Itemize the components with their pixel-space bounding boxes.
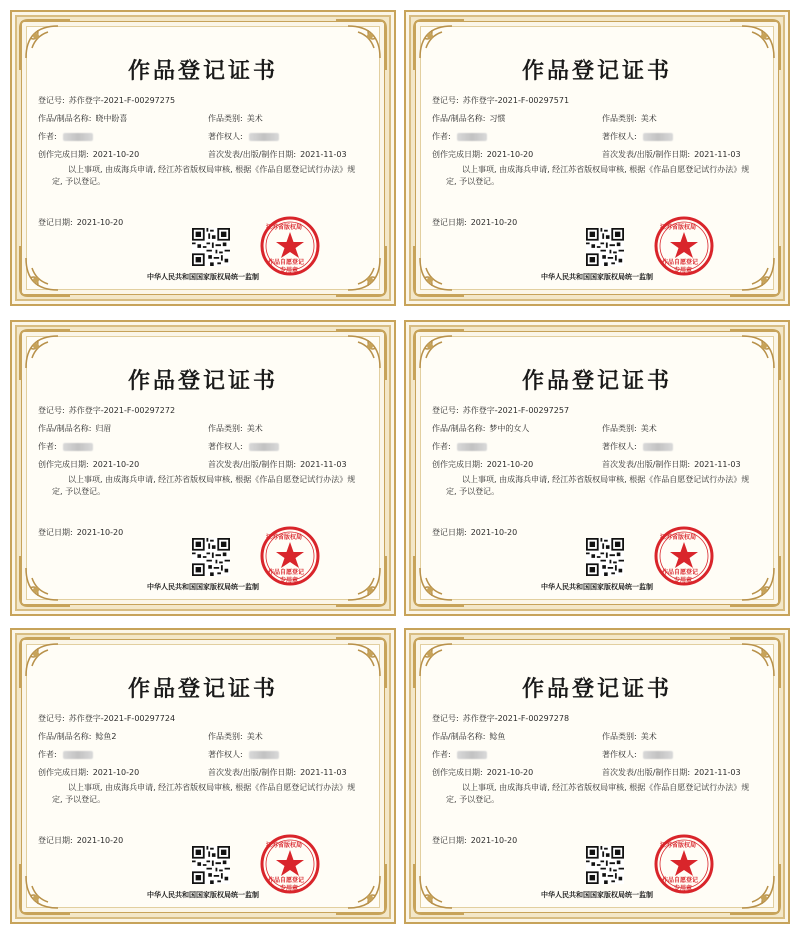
registration-number (432, 96, 569, 106)
value: 2021-11-03 (694, 768, 741, 777)
label: 作品类别: (602, 732, 637, 741)
seal-sub-text: 专用章 (280, 885, 299, 892)
publication-date (602, 460, 741, 470)
publication-date (208, 460, 347, 470)
value: 晓中盼喜 (95, 114, 128, 123)
value: 归眉 (95, 424, 112, 433)
label: 作品类别: (208, 732, 243, 741)
value: 苏作登字-2021-F-00297257 (462, 406, 570, 415)
label: 登记号: (38, 96, 65, 105)
work-name (432, 732, 505, 742)
label: 著作权人: (208, 442, 243, 451)
author (38, 750, 93, 760)
value: 苏作登字-2021-F-00297275 (68, 96, 176, 105)
certificate-title: 作品登记证书 (127, 58, 278, 84)
value: 美术 (246, 732, 263, 741)
label: 作品/制品名称: (38, 732, 92, 741)
value: 2021-10-20 (470, 528, 518, 537)
redacted-owner (249, 443, 279, 451)
certificate-card (404, 628, 790, 924)
label: 作者: (432, 442, 451, 451)
corner-ornament-icon (334, 862, 388, 916)
label: 作品类别: (602, 114, 637, 123)
seal-bottom-text: 作品自愿登记 (662, 877, 699, 884)
redacted-author (63, 751, 93, 759)
label: 登记号: (38, 714, 65, 723)
corner-ornament-icon (18, 554, 72, 608)
label: 作品/制品名称: (432, 424, 486, 433)
statement-text: 以上事项, 由成海兵申请, 经江苏省版权局审核, 根据《作品自愿登记试行办法》规定, 予以登记。 (52, 783, 356, 804)
label: 登记号: (38, 406, 65, 415)
copyright-owner (602, 132, 673, 142)
author (38, 442, 93, 452)
label: 作者: (38, 442, 57, 451)
certificate-card (404, 10, 790, 306)
label: 登记日期: (38, 218, 73, 227)
seal-top-text: 江苏省版权局 (660, 842, 697, 849)
seal-sub-text: 专用章 (674, 267, 693, 274)
value: 2021-10-20 (76, 218, 124, 227)
value: 鲶鱼2 (95, 732, 117, 741)
label: 首次发表/出版/制作日期: (208, 150, 297, 159)
value: 2021-10-20 (486, 150, 534, 159)
seal-sub-text: 专用章 (674, 577, 693, 584)
work-category (602, 732, 657, 742)
creation-date (38, 460, 139, 470)
label: 作品/制品名称: (432, 114, 486, 123)
redacted-author (457, 443, 487, 451)
certificate-footer: 中华人民共和国国家版权局统一监制 (541, 273, 653, 281)
author (432, 750, 487, 760)
copyright-owner (208, 442, 279, 452)
registration-date (432, 528, 517, 538)
value: 2021-10-20 (486, 460, 534, 469)
value: 2021-11-03 (300, 768, 347, 777)
work-category (602, 424, 657, 434)
work-name (38, 114, 127, 124)
label: 登记日期: (432, 528, 467, 537)
corner-ornament-icon (334, 554, 388, 608)
author (432, 442, 487, 452)
value: 2021-10-20 (470, 836, 518, 845)
corner-ornament-icon (728, 862, 782, 916)
certificate-card (404, 320, 790, 616)
creation-date (38, 150, 139, 160)
registration-date (38, 836, 123, 846)
value: 美术 (640, 424, 657, 433)
value: 2021-10-20 (76, 836, 124, 845)
seal-sub-text: 专用章 (280, 267, 299, 274)
seal-top-text: 江苏省版权局 (660, 224, 697, 231)
work-category (208, 424, 263, 434)
certificate-card (10, 628, 396, 924)
label: 创作完成日期: (432, 460, 483, 469)
corner-ornament-icon (412, 554, 466, 608)
redacted-owner (249, 751, 279, 759)
label: 作品类别: (602, 424, 637, 433)
copyright-owner (602, 750, 673, 760)
registration-date (432, 836, 517, 846)
value: 2021-10-20 (470, 218, 518, 227)
label: 作品类别: (208, 424, 243, 433)
value: 2021-11-03 (300, 460, 347, 469)
label: 作者: (432, 750, 451, 759)
copyright-owner (208, 132, 279, 142)
label: 创作完成日期: (432, 768, 483, 777)
label: 登记号: (432, 406, 459, 415)
qr-code-icon (586, 846, 624, 884)
seal-sub-text: 专用章 (280, 577, 299, 584)
qr-code-icon (192, 846, 230, 884)
redacted-author (457, 751, 487, 759)
seal-top-text: 江苏省版权局 (266, 534, 303, 541)
value: 美术 (246, 114, 263, 123)
value: 苏作登字-2021-F-00297278 (462, 714, 570, 723)
publication-date (602, 768, 741, 778)
value: 美术 (640, 732, 657, 741)
corner-ornament-icon (412, 244, 466, 298)
seal-top-text: 江苏省版权局 (266, 224, 303, 231)
label: 首次发表/出版/制作日期: (208, 460, 297, 469)
author (38, 132, 93, 142)
redacted-author (63, 443, 93, 451)
value: 美术 (246, 424, 263, 433)
work-category (208, 732, 263, 742)
label: 登记日期: (38, 836, 73, 845)
work-category (602, 114, 657, 124)
seal-bottom-text: 作品自愿登记 (268, 259, 305, 266)
value: 2021-10-20 (92, 150, 140, 159)
value: 习惯 (489, 114, 506, 123)
certificate-footer: 中华人民共和国国家版权局统一监制 (541, 583, 653, 591)
label: 登记号: (432, 96, 459, 105)
value: 2021-11-03 (300, 150, 347, 159)
certificate-card (10, 320, 396, 616)
registration-number (432, 406, 569, 416)
certificate-title: 作品登记证书 (521, 58, 672, 84)
label: 著作权人: (602, 132, 637, 141)
label: 作者: (38, 750, 57, 759)
label: 作品/制品名称: (432, 732, 486, 741)
redacted-owner (643, 443, 673, 451)
certificate-footer: 中华人民共和国国家版权局统一监制 (147, 273, 259, 281)
creation-date (432, 460, 533, 470)
work-name (38, 732, 116, 742)
label: 作品/制品名称: (38, 424, 92, 433)
value: 2021-10-20 (92, 460, 140, 469)
statement-text: 以上事项, 由成海兵申请, 经江苏省版权局审核, 根据《作品自愿登记试行办法》规定, 予以登记。 (52, 165, 356, 186)
registration-date (432, 218, 517, 228)
label: 著作权人: (602, 750, 637, 759)
certificate-footer: 中华人民共和国国家版权局统一监制 (147, 583, 259, 591)
redacted-owner (643, 133, 673, 141)
certificate-title: 作品登记证书 (127, 676, 278, 702)
label: 首次发表/出版/制作日期: (602, 460, 691, 469)
value: 梦中的女人 (489, 424, 530, 433)
certificate-card (10, 10, 396, 306)
certificate-footer: 中华人民共和国国家版权局统一监制 (541, 891, 653, 899)
creation-date (38, 768, 139, 778)
registration-date (38, 218, 123, 228)
label: 作者: (432, 132, 451, 141)
work-name (432, 114, 505, 124)
publication-date (602, 150, 741, 160)
publication-date (208, 150, 347, 160)
value: 2021-10-20 (76, 528, 124, 537)
publication-date (208, 768, 347, 778)
certificate-footer: 中华人民共和国国家版权局统一监制 (147, 891, 259, 899)
label: 登记日期: (38, 528, 73, 537)
corner-ornament-icon (412, 862, 466, 916)
qr-code-icon (586, 538, 624, 576)
value: 美术 (640, 114, 657, 123)
redacted-owner (249, 133, 279, 141)
work-category (208, 114, 263, 124)
corner-ornament-icon (728, 244, 782, 298)
copyright-owner (602, 442, 673, 452)
qr-code-icon (192, 228, 230, 266)
label: 著作权人: (208, 132, 243, 141)
seal-bottom-text: 作品自愿登记 (662, 259, 699, 266)
registration-number (38, 406, 175, 416)
label: 首次发表/出版/制作日期: (208, 768, 297, 777)
label: 著作权人: (208, 750, 243, 759)
corner-ornament-icon (18, 244, 72, 298)
work-name (38, 424, 111, 434)
label: 创作完成日期: (432, 150, 483, 159)
corner-ornament-icon (18, 862, 72, 916)
qr-code-icon (586, 228, 624, 266)
label: 创作完成日期: (38, 768, 89, 777)
label: 创作完成日期: (38, 460, 89, 469)
value: 苏作登字-2021-F-00297571 (462, 96, 570, 105)
value: 2021-10-20 (92, 768, 140, 777)
value: 2021-11-03 (694, 150, 741, 159)
copyright-owner (208, 750, 279, 760)
certificate-title: 作品登记证书 (127, 368, 278, 394)
value: 2021-10-20 (486, 768, 534, 777)
registration-number (38, 96, 175, 106)
corner-ornament-icon (728, 554, 782, 608)
certificate-title: 作品登记证书 (521, 676, 672, 702)
seal-bottom-text: 作品自愿登记 (268, 877, 305, 884)
value: 苏作登字-2021-F-00297272 (68, 406, 176, 415)
statement-text: 以上事项, 由成海兵申请, 经江苏省版权局审核, 根据《作品自愿登记试行办法》规定, 予以登记。 (446, 783, 750, 804)
seal-bottom-text: 作品自愿登记 (268, 569, 305, 576)
seal-top-text: 江苏省版权局 (660, 534, 697, 541)
value: 苏作登字-2021-F-00297724 (68, 714, 176, 723)
registration-number (432, 714, 569, 724)
label: 首次发表/出版/制作日期: (602, 768, 691, 777)
label: 作品/制品名称: (38, 114, 92, 123)
statement-text: 以上事项, 由成海兵申请, 经江苏省版权局审核, 根据《作品自愿登记试行办法》规定, 予以登记。 (446, 165, 750, 186)
label: 登记号: (432, 714, 459, 723)
label: 作者: (38, 132, 57, 141)
label: 登记日期: (432, 218, 467, 227)
certificate-title: 作品登记证书 (521, 368, 672, 394)
statement-text: 以上事项, 由成海兵申请, 经江苏省版权局审核, 根据《作品自愿登记试行办法》规定, 予以登记。 (446, 475, 750, 496)
redacted-author (63, 133, 93, 141)
corner-ornament-icon (334, 244, 388, 298)
registration-date (38, 528, 123, 538)
seal-sub-text: 专用章 (674, 885, 693, 892)
redacted-owner (643, 751, 673, 759)
seal-top-text: 江苏省版权局 (266, 842, 303, 849)
work-name (432, 424, 529, 434)
author (432, 132, 487, 142)
label: 著作权人: (602, 442, 637, 451)
label: 首次发表/出版/制作日期: (602, 150, 691, 159)
registration-number (38, 714, 175, 724)
label: 登记日期: (432, 836, 467, 845)
value: 鲶鱼 (489, 732, 506, 741)
redacted-author (457, 133, 487, 141)
value: 2021-11-03 (694, 460, 741, 469)
statement-text: 以上事项, 由成海兵申请, 经江苏省版权局审核, 根据《作品自愿登记试行办法》规定, 予以登记。 (52, 475, 356, 496)
label: 创作完成日期: (38, 150, 89, 159)
seal-bottom-text: 作品自愿登记 (662, 569, 699, 576)
creation-date (432, 150, 533, 160)
qr-code-icon (192, 538, 230, 576)
label: 作品类别: (208, 114, 243, 123)
creation-date (432, 768, 533, 778)
